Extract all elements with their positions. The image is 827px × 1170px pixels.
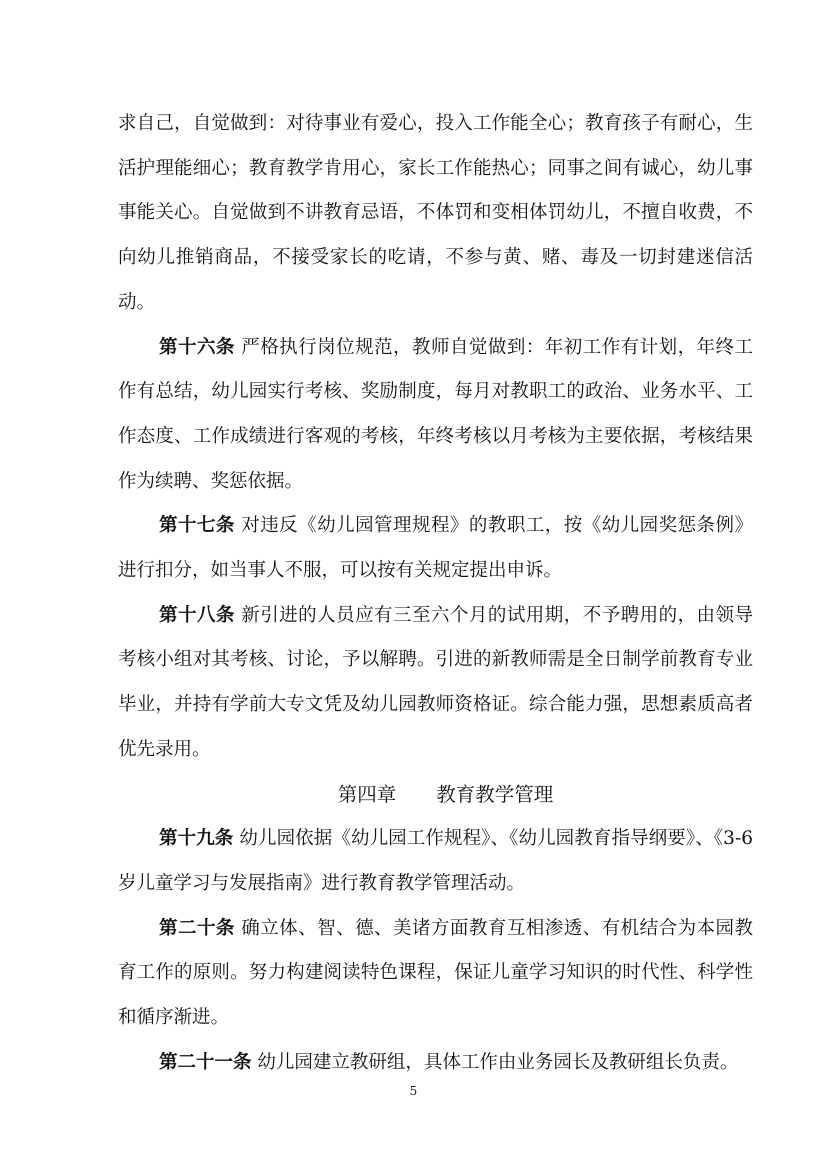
article-number: 第十六条 <box>159 336 235 358</box>
article-21 <box>118 1041 753 1086</box>
chapter-title: 教育教学管理 <box>436 782 554 806</box>
article-number: 第十八条 <box>159 604 235 626</box>
paragraph-text: 求自己，自觉做到：对待事业有爱心，投入工作能全心；教育孩子有耐心，生活护理能细心；教育教学肯用心，家长工作能热心；同事之间有诚心，幼儿事事能关心。自觉做到不讲教育忌语，不体罚和变相体罚幼儿，不擅自收费，不向幼儿推销商品，不接受家长的吃请，不参与黄、赌、毒及一切封建迷信活动。 <box>118 113 753 313</box>
article-19 <box>118 817 753 906</box>
chapter-number: 第四章 <box>337 782 397 806</box>
article-number: 第十九条 <box>159 828 234 850</box>
article-text: 对违反《幼儿园管理规程》的教职工，按《幼儿园奖惩条例》进行扣分，如当事人不服，可以按有关规定提出申诉。 <box>118 515 753 582</box>
paragraph-continuation <box>118 102 753 326</box>
article-16 <box>118 326 753 505</box>
document-body <box>118 102 753 1085</box>
article-text: 幼儿园建立教研组，具体工作由业务园长及教研组长负责。 <box>251 1051 739 1073</box>
article-17 <box>118 504 753 593</box>
article-text: 新引进的人员应有三至六个月的试用期，不予聘用的，由领导考核小组对其考核、讨论，予以解聘。引进的新教师需是全日制学前教育专业毕业，并持有学前大专文凭及幼儿园教师资格证。综合能力强，思想素质高者优先录用。 <box>118 604 753 760</box>
article-18 <box>118 594 753 773</box>
article-text: 确立体、智、德、美诸方面教育互相渗透、有机结合为本园教育工作的原则。努力构建阅读特色课程，保证儿童学习知识的时代性、科学性和循序渐进。 <box>118 917 753 1029</box>
article-20 <box>118 907 753 1041</box>
article-number: 第二十一条 <box>159 1051 252 1073</box>
article-text: 严格执行岗位规范，教师自觉做到：年初工作有计划，年终工作有总结，幼儿园实行考核、奖励制度，每月对教职工的政治、业务水平、工作态度、工作成绩进行客观的考核，年终考核以月考核为主要依据，考核结果作为续聘、奖惩依据。 <box>118 336 753 492</box>
article-number: 第十七条 <box>159 515 235 537</box>
article-text: 幼儿园依据《幼儿园工作规程》、《幼儿园教育指导纲要》、《3-6岁儿童学习与发展指南》进行教育教学管理活动。 <box>118 828 753 894</box>
chapter-heading <box>118 773 753 818</box>
page-number: 5 <box>409 1084 418 1098</box>
article-number: 第二十条 <box>159 917 235 939</box>
